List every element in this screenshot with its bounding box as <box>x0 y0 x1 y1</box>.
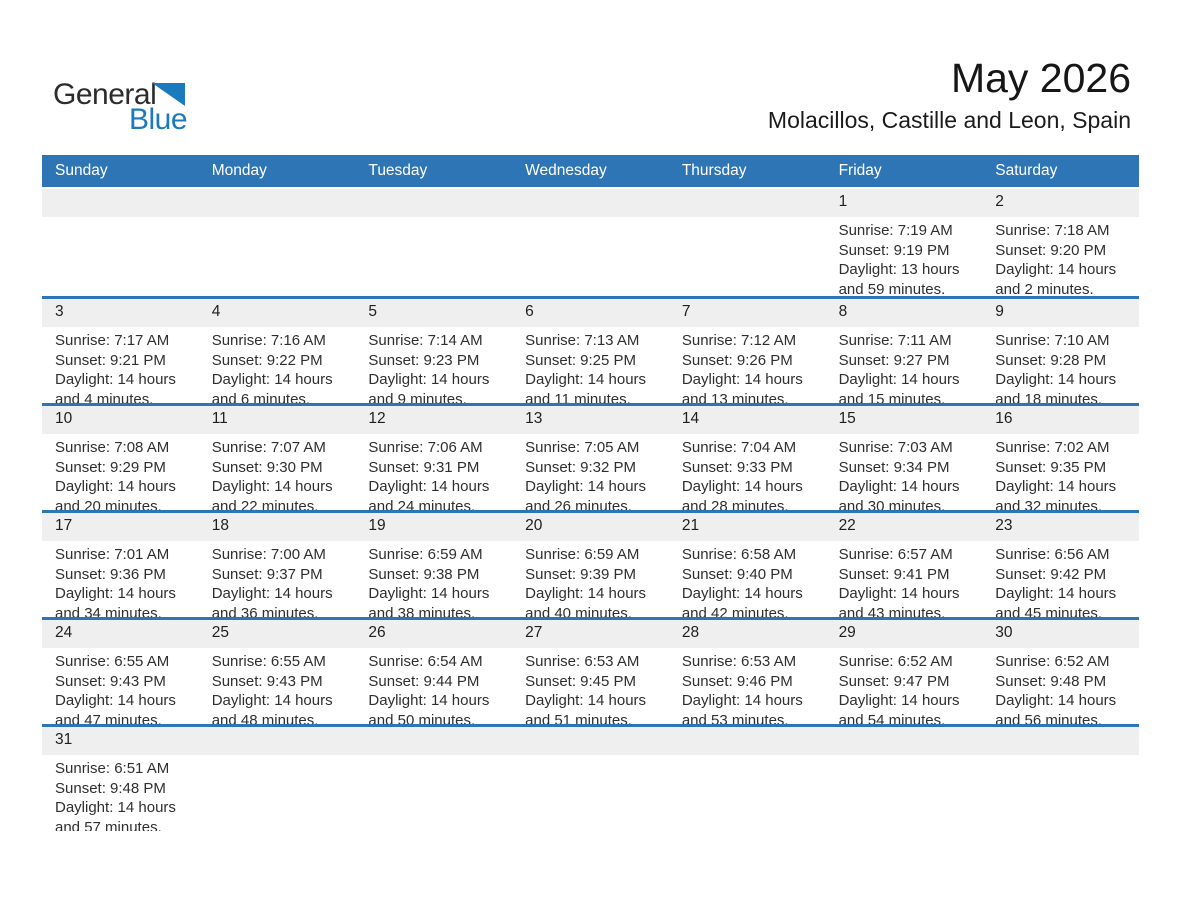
day-number: 29 <box>826 620 983 648</box>
day-number <box>512 727 669 755</box>
day-details <box>826 434 983 510</box>
sunrise-text: Sunrise: 6:55 AM <box>55 653 170 670</box>
sunset-text: Sunset: 9:22 PM <box>211 351 323 369</box>
sunset-text: Sunset: 9:36 PM <box>55 565 166 583</box>
daylight-text-cont: and 54 minutes. <box>838 711 946 724</box>
empty-day-cell <box>199 727 356 831</box>
day-cell <box>826 620 983 724</box>
week-row <box>42 296 1139 403</box>
day-details <box>669 541 826 617</box>
daylight-text: Daylight: 14 hours <box>525 585 647 602</box>
sunrise-text: Sunrise: 6:56 AM <box>995 546 1110 563</box>
sunrise-text: Sunrise: 7:14 AM <box>368 332 483 349</box>
daylight-text: Daylight: 14 hours <box>55 478 176 495</box>
daylight-text-cont: and 57 minutes. <box>55 818 162 831</box>
sunset-text: Sunset: 9:33 PM <box>681 458 793 476</box>
empty-day-cell <box>199 189 356 296</box>
sunrise-text: Sunrise: 6:52 AM <box>838 653 953 670</box>
sunset-text: Sunset: 9:29 PM <box>55 458 166 476</box>
daylight-text: Daylight: 14 hours <box>368 692 490 709</box>
sunset-text: Sunset: 9:40 PM <box>681 565 793 583</box>
calendar-body <box>42 189 1139 831</box>
day-cell <box>512 513 669 617</box>
daylight-text-cont: and 18 minutes. <box>995 390 1103 403</box>
day-number: 22 <box>826 513 983 541</box>
sunrise-text: Sunrise: 7:17 AM <box>55 332 170 349</box>
sunrise-text: Sunrise: 6:58 AM <box>681 546 797 563</box>
daylight-text-cont: and 13 minutes. <box>681 390 789 403</box>
sunrise-text: Sunrise: 6:59 AM <box>368 546 483 563</box>
daylight-text-cont: and 34 minutes. <box>55 604 162 617</box>
day-details <box>42 648 199 724</box>
day-cell <box>42 513 199 617</box>
daylight-text-cont: and 42 minutes. <box>681 604 789 617</box>
sunrise-text: Sunrise: 6:51 AM <box>55 760 170 777</box>
sunrise-text: Sunrise: 6:54 AM <box>368 653 483 670</box>
day-details <box>355 648 512 724</box>
sunset-text: Sunset: 9:48 PM <box>55 779 166 797</box>
day-details <box>42 434 199 510</box>
day-details <box>199 434 356 510</box>
day-number: 27 <box>512 620 669 648</box>
day-number: 25 <box>199 620 356 648</box>
sunrise-text: Sunrise: 7:12 AM <box>681 332 797 349</box>
day-number: 24 <box>42 620 199 648</box>
sunrise-text: Sunrise: 7:07 AM <box>211 439 326 456</box>
daylight-text: Daylight: 14 hours <box>368 585 490 602</box>
day-details <box>826 541 983 617</box>
daylight-text: Daylight: 14 hours <box>995 692 1117 709</box>
day-details <box>669 648 826 724</box>
day-cell <box>512 299 669 403</box>
day-number <box>512 189 669 217</box>
weekday-header-monday: Monday <box>211 162 267 179</box>
day-details <box>512 434 669 510</box>
empty-day-cell <box>982 727 1139 831</box>
sunset-text: Sunset: 9:47 PM <box>838 672 950 690</box>
day-cell <box>982 620 1139 724</box>
sunrise-text: Sunrise: 6:55 AM <box>211 653 326 670</box>
daylight-text: Daylight: 14 hours <box>368 371 490 388</box>
sunrise-text: Sunrise: 7:13 AM <box>525 332 640 349</box>
day-number: 2 <box>982 189 1139 217</box>
day-number: 12 <box>355 406 512 434</box>
day-cell <box>669 513 826 617</box>
day-details <box>355 541 512 617</box>
sunrise-text: Sunrise: 6:59 AM <box>525 546 640 563</box>
sunset-text: Sunset: 9:31 PM <box>368 458 480 476</box>
day-number: 11 <box>199 406 356 434</box>
day-cell <box>826 299 983 403</box>
day-details <box>826 327 983 403</box>
day-details <box>512 648 669 724</box>
daylight-text: Daylight: 14 hours <box>55 692 176 709</box>
daylight-text: Daylight: 14 hours <box>838 371 960 388</box>
daylight-text-cont: and 30 minutes. <box>838 497 946 510</box>
empty-day-cell <box>512 727 669 831</box>
day-number: 28 <box>669 620 826 648</box>
sunrise-text: Sunrise: 7:00 AM <box>211 546 326 563</box>
daylight-text: Daylight: 14 hours <box>55 585 176 602</box>
day-cell <box>512 620 669 724</box>
sunset-text: Sunset: 9:39 PM <box>525 565 637 583</box>
day-details <box>826 648 983 724</box>
daylight-text-cont: and 28 minutes. <box>681 497 789 510</box>
daylight-text: Daylight: 14 hours <box>55 799 176 816</box>
day-number: 8 <box>826 299 983 327</box>
sunrise-text: Sunrise: 7:04 AM <box>681 439 797 456</box>
sunrise-text: Sunrise: 7:05 AM <box>525 439 640 456</box>
sunset-text: Sunset: 9:37 PM <box>211 565 323 583</box>
day-number: 30 <box>982 620 1139 648</box>
day-details <box>982 648 1139 724</box>
day-details <box>512 327 669 403</box>
day-cell <box>42 620 199 724</box>
week-row <box>42 189 1139 296</box>
daylight-text-cont: and 15 minutes. <box>838 390 946 403</box>
day-cell <box>982 299 1139 403</box>
daylight-text-cont: and 47 minutes. <box>55 711 162 724</box>
day-number <box>355 727 512 755</box>
empty-day-cell <box>355 189 512 296</box>
daylight-text-cont: and 53 minutes. <box>681 711 789 724</box>
daylight-text: Daylight: 14 hours <box>211 371 333 388</box>
day-number <box>199 727 356 755</box>
weekday-header-friday: Friday <box>838 162 882 179</box>
day-number: 31 <box>42 727 199 755</box>
sunset-text: Sunset: 9:43 PM <box>55 672 166 690</box>
day-number <box>826 727 983 755</box>
day-cell <box>199 620 356 724</box>
sunrise-text: Sunrise: 7:08 AM <box>55 439 170 456</box>
sunset-text: Sunset: 9:42 PM <box>995 565 1107 583</box>
daylight-text: Daylight: 14 hours <box>211 585 333 602</box>
sunset-text: Sunset: 9:30 PM <box>211 458 323 476</box>
daylight-text-cont: and 38 minutes. <box>368 604 476 617</box>
day-details <box>199 327 356 403</box>
day-cell <box>982 406 1139 510</box>
sunrise-text: Sunrise: 6:57 AM <box>838 546 953 563</box>
day-number <box>669 189 826 217</box>
daylight-text: Daylight: 14 hours <box>995 371 1117 388</box>
day-number: 17 <box>42 513 199 541</box>
sunset-text: Sunset: 9:46 PM <box>681 672 793 690</box>
sunrise-text: Sunrise: 7:01 AM <box>55 546 170 563</box>
daylight-text: Daylight: 13 hours <box>838 261 960 278</box>
daylight-text: Daylight: 14 hours <box>681 371 803 388</box>
page-title: May 2026 <box>950 55 1131 101</box>
day-details <box>199 648 356 724</box>
daylight-text: Daylight: 14 hours <box>525 692 647 709</box>
day-number <box>669 727 826 755</box>
sunrise-text: Sunrise: 7:06 AM <box>368 439 483 456</box>
day-number: 20 <box>512 513 669 541</box>
title-block <box>768 55 1131 134</box>
daylight-text: Daylight: 14 hours <box>838 478 960 495</box>
sunset-text: Sunset: 9:20 PM <box>995 241 1107 259</box>
day-cell <box>355 513 512 617</box>
daylight-text-cont: and 59 minutes. <box>838 280 946 296</box>
daylight-text-cont: and 56 minutes. <box>995 711 1103 724</box>
day-details <box>42 541 199 617</box>
logo-text-general: General <box>53 78 157 111</box>
weekday-header-thursday: Thursday <box>681 162 747 179</box>
daylight-text: Daylight: 14 hours <box>838 585 960 602</box>
daylight-text: Daylight: 14 hours <box>995 261 1117 278</box>
day-details <box>982 217 1139 296</box>
sunset-text: Sunset: 9:23 PM <box>368 351 480 369</box>
day-number: 16 <box>982 406 1139 434</box>
daylight-text: Daylight: 14 hours <box>368 478 490 495</box>
day-details <box>512 541 669 617</box>
daylight-text: Daylight: 14 hours <box>838 692 960 709</box>
day-details <box>42 327 199 403</box>
daylight-text-cont: and 50 minutes. <box>368 711 476 724</box>
empty-day-cell <box>669 727 826 831</box>
day-number <box>355 189 512 217</box>
day-number: 5 <box>355 299 512 327</box>
daylight-text: Daylight: 14 hours <box>995 478 1117 495</box>
sunrise-text: Sunrise: 6:53 AM <box>681 653 797 670</box>
day-cell <box>355 620 512 724</box>
weekday-header-sunday: Sunday <box>55 162 108 179</box>
day-cell <box>982 189 1139 296</box>
sunrise-text: Sunrise: 7:03 AM <box>838 439 953 456</box>
day-number: 18 <box>199 513 356 541</box>
daylight-text-cont: and 24 minutes. <box>368 497 476 510</box>
day-number: 1 <box>826 189 983 217</box>
weekday-header-wednesday: Wednesday <box>525 162 607 179</box>
daylight-text-cont: and 2 minutes. <box>995 280 1094 296</box>
empty-day-cell <box>355 727 512 831</box>
sunset-text: Sunset: 9:19 PM <box>838 241 950 259</box>
sunset-text: Sunset: 9:38 PM <box>368 565 480 583</box>
sunset-text: Sunset: 9:43 PM <box>211 672 323 690</box>
sunrise-text: Sunrise: 6:53 AM <box>525 653 640 670</box>
day-number <box>42 189 199 217</box>
daylight-text-cont: and 36 minutes. <box>211 604 319 617</box>
daylight-text: Daylight: 14 hours <box>525 478 647 495</box>
day-cell <box>355 299 512 403</box>
day-number <box>982 727 1139 755</box>
daylight-text-cont: and 4 minutes. <box>55 390 154 403</box>
day-cell <box>669 406 826 510</box>
daylight-text: Daylight: 14 hours <box>55 371 176 388</box>
day-number: 10 <box>42 406 199 434</box>
sunrise-text: Sunrise: 6:52 AM <box>995 653 1110 670</box>
day-details <box>826 217 983 296</box>
sunrise-text: Sunrise: 7:19 AM <box>838 222 953 239</box>
empty-day-cell <box>669 189 826 296</box>
day-details <box>355 434 512 510</box>
sunrise-text: Sunrise: 7:11 AM <box>838 332 952 349</box>
sunset-text: Sunset: 9:41 PM <box>838 565 950 583</box>
day-cell <box>826 406 983 510</box>
weekday-header-tuesday: Tuesday <box>368 162 428 179</box>
sunrise-text: Sunrise: 7:18 AM <box>995 222 1110 239</box>
daylight-text-cont: and 48 minutes. <box>211 711 319 724</box>
day-number: 19 <box>355 513 512 541</box>
sunset-text: Sunset: 9:35 PM <box>995 458 1107 476</box>
day-number: 6 <box>512 299 669 327</box>
day-cell <box>199 513 356 617</box>
daylight-text-cont: and 20 minutes. <box>55 497 162 510</box>
sunrise-text: Sunrise: 7:10 AM <box>995 332 1110 349</box>
weekday-header-row <box>42 155 1139 187</box>
sunset-text: Sunset: 9:34 PM <box>838 458 950 476</box>
week-row <box>42 617 1139 724</box>
day-number: 26 <box>355 620 512 648</box>
daylight-text-cont: and 40 minutes. <box>525 604 632 617</box>
day-cell <box>42 727 199 831</box>
day-cell <box>42 406 199 510</box>
week-row <box>42 510 1139 617</box>
daylight-text: Daylight: 14 hours <box>681 478 803 495</box>
day-cell <box>355 406 512 510</box>
day-cell <box>982 513 1139 617</box>
page-subtitle: Molacillos, Castille and Leon, Spain <box>767 107 1131 134</box>
day-number: 9 <box>982 299 1139 327</box>
day-details <box>669 434 826 510</box>
day-cell <box>669 620 826 724</box>
sunset-text: Sunset: 9:21 PM <box>55 351 166 369</box>
day-number <box>199 189 356 217</box>
daylight-text-cont: and 9 minutes. <box>368 390 467 403</box>
day-details <box>42 755 199 831</box>
day-number: 14 <box>669 406 826 434</box>
day-number: 21 <box>669 513 826 541</box>
sunrise-text: Sunrise: 7:16 AM <box>211 332 326 349</box>
daylight-text-cont: and 32 minutes. <box>995 497 1103 510</box>
sunrise-text: Sunrise: 7:02 AM <box>995 439 1110 456</box>
daylight-text-cont: and 45 minutes. <box>995 604 1103 617</box>
general-blue-logo <box>53 78 273 140</box>
week-row <box>42 724 1139 831</box>
daylight-text-cont: and 11 minutes. <box>525 390 631 403</box>
day-cell <box>669 299 826 403</box>
calendar-table <box>42 155 1139 831</box>
sunset-text: Sunset: 9:27 PM <box>838 351 950 369</box>
day-number: 7 <box>669 299 826 327</box>
daylight-text: Daylight: 14 hours <box>995 585 1117 602</box>
day-details <box>982 541 1139 617</box>
sunset-text: Sunset: 9:44 PM <box>368 672 480 690</box>
day-cell <box>512 406 669 510</box>
empty-day-cell <box>512 189 669 296</box>
daylight-text-cont: and 22 minutes. <box>211 497 319 510</box>
sunset-text: Sunset: 9:48 PM <box>995 672 1107 690</box>
sunset-text: Sunset: 9:28 PM <box>995 351 1107 369</box>
daylight-text-cont: and 26 minutes. <box>525 497 632 510</box>
daylight-text: Daylight: 14 hours <box>681 692 803 709</box>
day-cell <box>826 189 983 296</box>
day-number: 15 <box>826 406 983 434</box>
empty-day-cell <box>42 189 199 296</box>
day-number: 3 <box>42 299 199 327</box>
day-cell <box>199 299 356 403</box>
week-row <box>42 403 1139 510</box>
day-details <box>982 327 1139 403</box>
daylight-text: Daylight: 14 hours <box>211 478 333 495</box>
day-details <box>355 327 512 403</box>
daylight-text-cont: and 6 minutes. <box>211 390 311 403</box>
sunset-text: Sunset: 9:45 PM <box>525 672 637 690</box>
daylight-text: Daylight: 14 hours <box>525 371 647 388</box>
day-cell <box>199 406 356 510</box>
empty-day-cell <box>826 727 983 831</box>
day-cell <box>826 513 983 617</box>
daylight-text: Daylight: 14 hours <box>211 692 333 709</box>
day-cell <box>42 299 199 403</box>
day-details <box>199 541 356 617</box>
sunset-text: Sunset: 9:25 PM <box>525 351 637 369</box>
day-number: 23 <box>982 513 1139 541</box>
day-details <box>669 327 826 403</box>
logo-text-blue: Blue <box>129 103 188 136</box>
daylight-text-cont: and 43 minutes. <box>838 604 946 617</box>
day-number: 4 <box>199 299 356 327</box>
day-number: 13 <box>512 406 669 434</box>
sunset-text: Sunset: 9:26 PM <box>681 351 793 369</box>
day-details <box>982 434 1139 510</box>
sunset-text: Sunset: 9:32 PM <box>525 458 637 476</box>
daylight-text-cont: and 51 minutes. <box>525 711 632 724</box>
daylight-text: Daylight: 14 hours <box>681 585 803 602</box>
weekday-header-saturday: Saturday <box>995 162 1058 179</box>
